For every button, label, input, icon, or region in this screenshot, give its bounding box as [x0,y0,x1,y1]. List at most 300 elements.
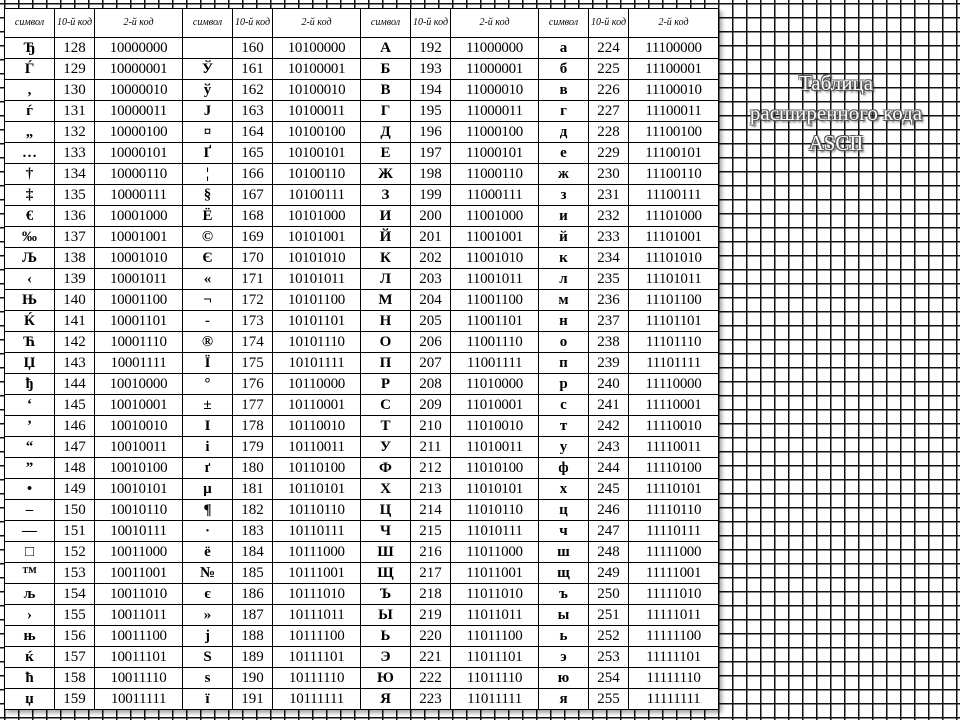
decimal-cell: 223 [411,689,451,710]
decimal-cell: 198 [411,164,451,185]
decimal-cell: 145 [55,395,95,416]
decimal-cell: 136 [55,206,95,227]
binary-cell: 11101111 [629,353,719,374]
decimal-cell: 237 [589,311,629,332]
binary-cell: 10101100 [273,290,361,311]
symbol-cell: » [183,605,233,626]
symbol-cell: ‘ [5,395,55,416]
symbol-cell: Њ [5,290,55,311]
header-binary: 2-й код [451,9,539,38]
decimal-cell: 130 [55,80,95,101]
symbol-cell: © [183,227,233,248]
binary-cell: 10011010 [95,584,183,605]
decimal-cell: 150 [55,500,95,521]
page-title: Таблица расширенного кода ASCII [749,71,923,155]
symbol-cell: В [361,80,411,101]
binary-cell: 11011100 [451,626,539,647]
symbol-cell: ь [539,626,589,647]
symbol-cell: о [539,332,589,353]
symbol-cell: л [539,269,589,290]
decimal-cell: 129 [55,59,95,80]
decimal-cell: 164 [233,122,273,143]
symbol-cell: ќ [5,647,55,668]
binary-cell: 10000111 [95,185,183,206]
binary-cell: 10110100 [273,458,361,479]
decimal-cell: 240 [589,374,629,395]
symbol-cell: и [539,206,589,227]
binary-cell: 11111010 [629,584,719,605]
binary-cell: 11100101 [629,143,719,164]
decimal-cell: 166 [233,164,273,185]
decimal-cell: 190 [233,668,273,689]
binary-cell: 11111001 [629,563,719,584]
binary-cell: 10101000 [273,206,361,227]
table-row [5,59,719,80]
binary-cell: 10010011 [95,437,183,458]
symbol-cell: Л [361,269,411,290]
binary-cell: 11110010 [629,416,719,437]
binary-cell: 11001110 [451,332,539,353]
binary-cell: 10110000 [273,374,361,395]
symbol-cell: б [539,59,589,80]
binary-cell: 11110100 [629,458,719,479]
symbol-cell: љ [5,584,55,605]
binary-cell: 10100011 [273,101,361,122]
binary-cell: 10010010 [95,416,183,437]
decimal-cell: 162 [233,80,273,101]
binary-cell: 11010010 [451,416,539,437]
binary-cell: 10111101 [273,647,361,668]
binary-cell: 10011011 [95,605,183,626]
table-row [5,80,719,101]
decimal-cell: 252 [589,626,629,647]
symbol-cell: ґ [183,458,233,479]
decimal-cell: 212 [411,458,451,479]
header-decimal: 10-й код [55,9,95,38]
binary-cell: 11110011 [629,437,719,458]
decimal-cell: 175 [233,353,273,374]
binary-cell: 11101000 [629,206,719,227]
symbol-cell: П [361,353,411,374]
symbol-cell: ж [539,164,589,185]
decimal-cell: 235 [589,269,629,290]
binary-cell: 11001010 [451,248,539,269]
decimal-cell: 169 [233,227,273,248]
binary-cell: 10010111 [95,521,183,542]
symbol-cell: ¶ [183,500,233,521]
symbol-cell: Ў [183,59,233,80]
symbol-cell: н [539,311,589,332]
decimal-cell: 219 [411,605,451,626]
symbol-cell: ј [183,626,233,647]
decimal-cell: 205 [411,311,451,332]
symbol-cell: • [5,479,55,500]
binary-cell: 10000011 [95,101,183,122]
symbol-cell: Т [361,416,411,437]
binary-cell: 10101011 [273,269,361,290]
symbol-cell: ѓ [5,101,55,122]
decimal-cell: 160 [233,38,273,59]
symbol-cell: ф [539,458,589,479]
symbol-cell: с [539,395,589,416]
symbol-cell: Ј [183,101,233,122]
binary-cell: 10000101 [95,143,183,164]
decimal-cell: 188 [233,626,273,647]
symbol-cell: № [183,563,233,584]
binary-cell: 10111111 [273,689,361,710]
binary-cell: 11111100 [629,626,719,647]
binary-cell: 11000111 [451,185,539,206]
header-decimal: 10-й код [233,9,273,38]
binary-cell: 10100000 [273,38,361,59]
decimal-cell: 245 [589,479,629,500]
binary-cell: 11011011 [451,605,539,626]
decimal-cell: 221 [411,647,451,668]
decimal-cell: 132 [55,122,95,143]
symbol-cell: Ћ [5,332,55,353]
binary-cell: 11011101 [451,647,539,668]
table-row [5,626,719,647]
binary-cell: 11000000 [451,38,539,59]
decimal-cell: 141 [55,311,95,332]
decimal-cell: 167 [233,185,273,206]
binary-cell: 10100010 [273,80,361,101]
decimal-cell: 210 [411,416,451,437]
binary-cell: 10110110 [273,500,361,521]
binary-cell: 10100111 [273,185,361,206]
table-row [5,668,719,689]
decimal-cell: 148 [55,458,95,479]
header-binary: 2-й код [629,9,719,38]
decimal-cell: 179 [233,437,273,458]
binary-cell: 10101101 [273,311,361,332]
symbol-cell [183,38,233,59]
symbol-cell: Љ [5,248,55,269]
symbol-cell: ± [183,395,233,416]
decimal-cell: 228 [589,122,629,143]
decimal-cell: 197 [411,143,451,164]
decimal-cell: 177 [233,395,273,416]
symbol-cell: я [539,689,589,710]
decimal-cell: 218 [411,584,451,605]
decimal-cell: 251 [589,605,629,626]
binary-cell: 10100101 [273,143,361,164]
symbol-cell: ю [539,668,589,689]
decimal-cell: 230 [589,164,629,185]
binary-cell: 11011000 [451,542,539,563]
decimal-cell: 222 [411,668,451,689]
table-row [5,500,719,521]
decimal-cell: 214 [411,500,451,521]
decimal-cell: 147 [55,437,95,458]
decimal-cell: 165 [233,143,273,164]
header-symbol: символ [361,9,411,38]
symbol-cell: ѕ [183,668,233,689]
symbol-cell: Ф [361,458,411,479]
binary-cell: 11000100 [451,122,539,143]
binary-cell: 10001100 [95,290,183,311]
symbol-cell: к [539,248,589,269]
binary-cell: 10100110 [273,164,361,185]
binary-cell: 11001111 [451,353,539,374]
symbol-cell: г [539,101,589,122]
symbol-cell: · [183,521,233,542]
decimal-cell: 250 [589,584,629,605]
symbol-cell: „ [5,122,55,143]
symbol-cell: ¦ [183,164,233,185]
binary-cell: 11101011 [629,269,719,290]
symbol-cell: ћ [5,668,55,689]
table-row [5,479,719,500]
symbol-cell: « [183,269,233,290]
symbol-cell: й [539,227,589,248]
ascii-code-table [4,8,719,710]
symbol-cell: ° [183,374,233,395]
binary-cell: 10000010 [95,80,183,101]
binary-cell: 11100111 [629,185,719,206]
decimal-cell: 183 [233,521,273,542]
decimal-cell: 140 [55,290,95,311]
symbol-cell: Є [183,248,233,269]
symbol-cell: – [5,500,55,521]
header-symbol: символ [183,9,233,38]
decimal-cell: 143 [55,353,95,374]
symbol-cell: в [539,80,589,101]
symbol-cell: Ё [183,206,233,227]
binary-cell: 11110111 [629,521,719,542]
binary-cell: 10000100 [95,122,183,143]
decimal-cell: 231 [589,185,629,206]
binary-cell: 10111110 [273,668,361,689]
decimal-cell: 158 [55,668,95,689]
symbol-cell: † [5,164,55,185]
decimal-cell: 220 [411,626,451,647]
decimal-cell: 178 [233,416,273,437]
decimal-cell: 253 [589,647,629,668]
binary-cell: 11011110 [451,668,539,689]
symbol-cell: ™ [5,563,55,584]
binary-cell: 11101001 [629,227,719,248]
symbol-cell: Г [361,101,411,122]
decimal-cell: 213 [411,479,451,500]
table-row [5,185,719,206]
binary-cell: 10000001 [95,59,183,80]
symbol-cell: д [539,122,589,143]
decimal-cell: 137 [55,227,95,248]
decimal-cell: 176 [233,374,273,395]
symbol-cell: М [361,290,411,311]
binary-cell: 10010110 [95,500,183,521]
symbol-cell: Ж [361,164,411,185]
decimal-cell: 194 [411,80,451,101]
binary-cell: 11100011 [629,101,719,122]
symbol-cell: ч [539,521,589,542]
symbol-cell: Ы [361,605,411,626]
decimal-cell: 246 [589,500,629,521]
decimal-cell: 247 [589,521,629,542]
symbol-cell: - [183,311,233,332]
decimal-cell: 234 [589,248,629,269]
binary-cell: 11110101 [629,479,719,500]
symbol-cell: у [539,437,589,458]
binary-cell: 11011001 [451,563,539,584]
symbol-cell: э [539,647,589,668]
table-row [5,38,719,59]
symbol-cell: У [361,437,411,458]
decimal-cell: 255 [589,689,629,710]
binary-cell: 11101101 [629,311,719,332]
decimal-cell: 200 [411,206,451,227]
binary-cell: 11010100 [451,458,539,479]
symbol-cell: Б [361,59,411,80]
symbol-cell: Е [361,143,411,164]
decimal-cell: 239 [589,353,629,374]
symbol-cell: а [539,38,589,59]
decimal-cell: 254 [589,668,629,689]
table-row [5,374,719,395]
table-row [5,290,719,311]
symbol-cell: ‰ [5,227,55,248]
binary-cell: 10100100 [273,122,361,143]
table-header [5,9,719,38]
decimal-cell: 182 [233,500,273,521]
binary-cell: 10010101 [95,479,183,500]
binary-cell: 10100001 [273,59,361,80]
binary-cell: 11110001 [629,395,719,416]
table-row [5,647,719,668]
table-row [5,416,719,437]
decimal-cell: 236 [589,290,629,311]
decimal-cell: 226 [589,80,629,101]
binary-cell: 11101110 [629,332,719,353]
decimal-cell: 173 [233,311,273,332]
decimal-cell: 201 [411,227,451,248]
decimal-cell: 153 [55,563,95,584]
binary-cell: 11110110 [629,500,719,521]
binary-cell: 11000001 [451,59,539,80]
binary-cell: 11001101 [451,311,539,332]
decimal-cell: 233 [589,227,629,248]
decimal-cell: 185 [233,563,273,584]
decimal-cell: 146 [55,416,95,437]
decimal-cell: 209 [411,395,451,416]
decimal-cell: 224 [589,38,629,59]
binary-cell: 10011000 [95,542,183,563]
binary-cell: 11001000 [451,206,539,227]
header-decimal: 10-й код [589,9,629,38]
symbol-cell: ’ [5,416,55,437]
binary-cell: 10111001 [273,563,361,584]
decimal-cell: 180 [233,458,273,479]
table-row [5,542,719,563]
decimal-cell: 192 [411,38,451,59]
decimal-cell: 244 [589,458,629,479]
binary-cell: 10110111 [273,521,361,542]
binary-cell: 11011111 [451,689,539,710]
symbol-cell: Ї [183,353,233,374]
symbol-cell: Р [361,374,411,395]
binary-cell: 10010001 [95,395,183,416]
decimal-cell: 133 [55,143,95,164]
decimal-cell: 174 [233,332,273,353]
symbol-cell: С [361,395,411,416]
binary-cell: 11100000 [629,38,719,59]
symbol-cell: Ш [361,542,411,563]
binary-cell: 11010011 [451,437,539,458]
binary-cell: 11111011 [629,605,719,626]
decimal-cell: 139 [55,269,95,290]
table-row [5,227,719,248]
decimal-cell: 199 [411,185,451,206]
symbol-cell: — [5,521,55,542]
decimal-cell: 142 [55,332,95,353]
binary-cell: 11100010 [629,80,719,101]
decimal-cell: 151 [55,521,95,542]
decimal-cell: 196 [411,122,451,143]
decimal-cell: 206 [411,332,451,353]
symbol-cell: ў [183,80,233,101]
symbol-cell: ‚ [5,80,55,101]
binary-cell: 10110001 [273,395,361,416]
binary-cell: 10001010 [95,248,183,269]
binary-cell: 10011001 [95,563,183,584]
symbol-cell: Д [361,122,411,143]
binary-cell: 11100100 [629,122,719,143]
binary-cell: 11010000 [451,374,539,395]
symbol-cell: Ц [361,500,411,521]
binary-cell: 11000011 [451,101,539,122]
decimal-cell: 241 [589,395,629,416]
binary-cell: 10101001 [273,227,361,248]
binary-cell: 11101010 [629,248,719,269]
symbol-cell: р [539,374,589,395]
decimal-cell: 170 [233,248,273,269]
table-row [5,206,719,227]
symbol-cell: ‹ [5,269,55,290]
binary-cell: 10110011 [273,437,361,458]
symbol-cell: є [183,584,233,605]
binary-cell: 10010000 [95,374,183,395]
symbol-cell: І [183,416,233,437]
binary-cell: 11000010 [451,80,539,101]
binary-cell: 11100001 [629,59,719,80]
table-row [5,164,719,185]
decimal-cell: 215 [411,521,451,542]
binary-cell: 10111010 [273,584,361,605]
symbol-cell: ђ [5,374,55,395]
symbol-cell: њ [5,626,55,647]
table-row [5,458,719,479]
decimal-cell: 161 [233,59,273,80]
symbol-cell: … [5,143,55,164]
symbol-cell: ї [183,689,233,710]
symbol-cell: ы [539,605,589,626]
decimal-cell: 138 [55,248,95,269]
decimal-cell: 204 [411,290,451,311]
symbol-cell: з [539,185,589,206]
binary-cell: 10110101 [273,479,361,500]
symbol-cell: ” [5,458,55,479]
symbol-cell: щ [539,563,589,584]
binary-cell: 10011111 [95,689,183,710]
decimal-cell: 168 [233,206,273,227]
binary-cell: 11001011 [451,269,539,290]
binary-cell: 11111000 [629,542,719,563]
symbol-cell: п [539,353,589,374]
decimal-cell: 144 [55,374,95,395]
symbol-cell: Й [361,227,411,248]
table-row [5,101,719,122]
